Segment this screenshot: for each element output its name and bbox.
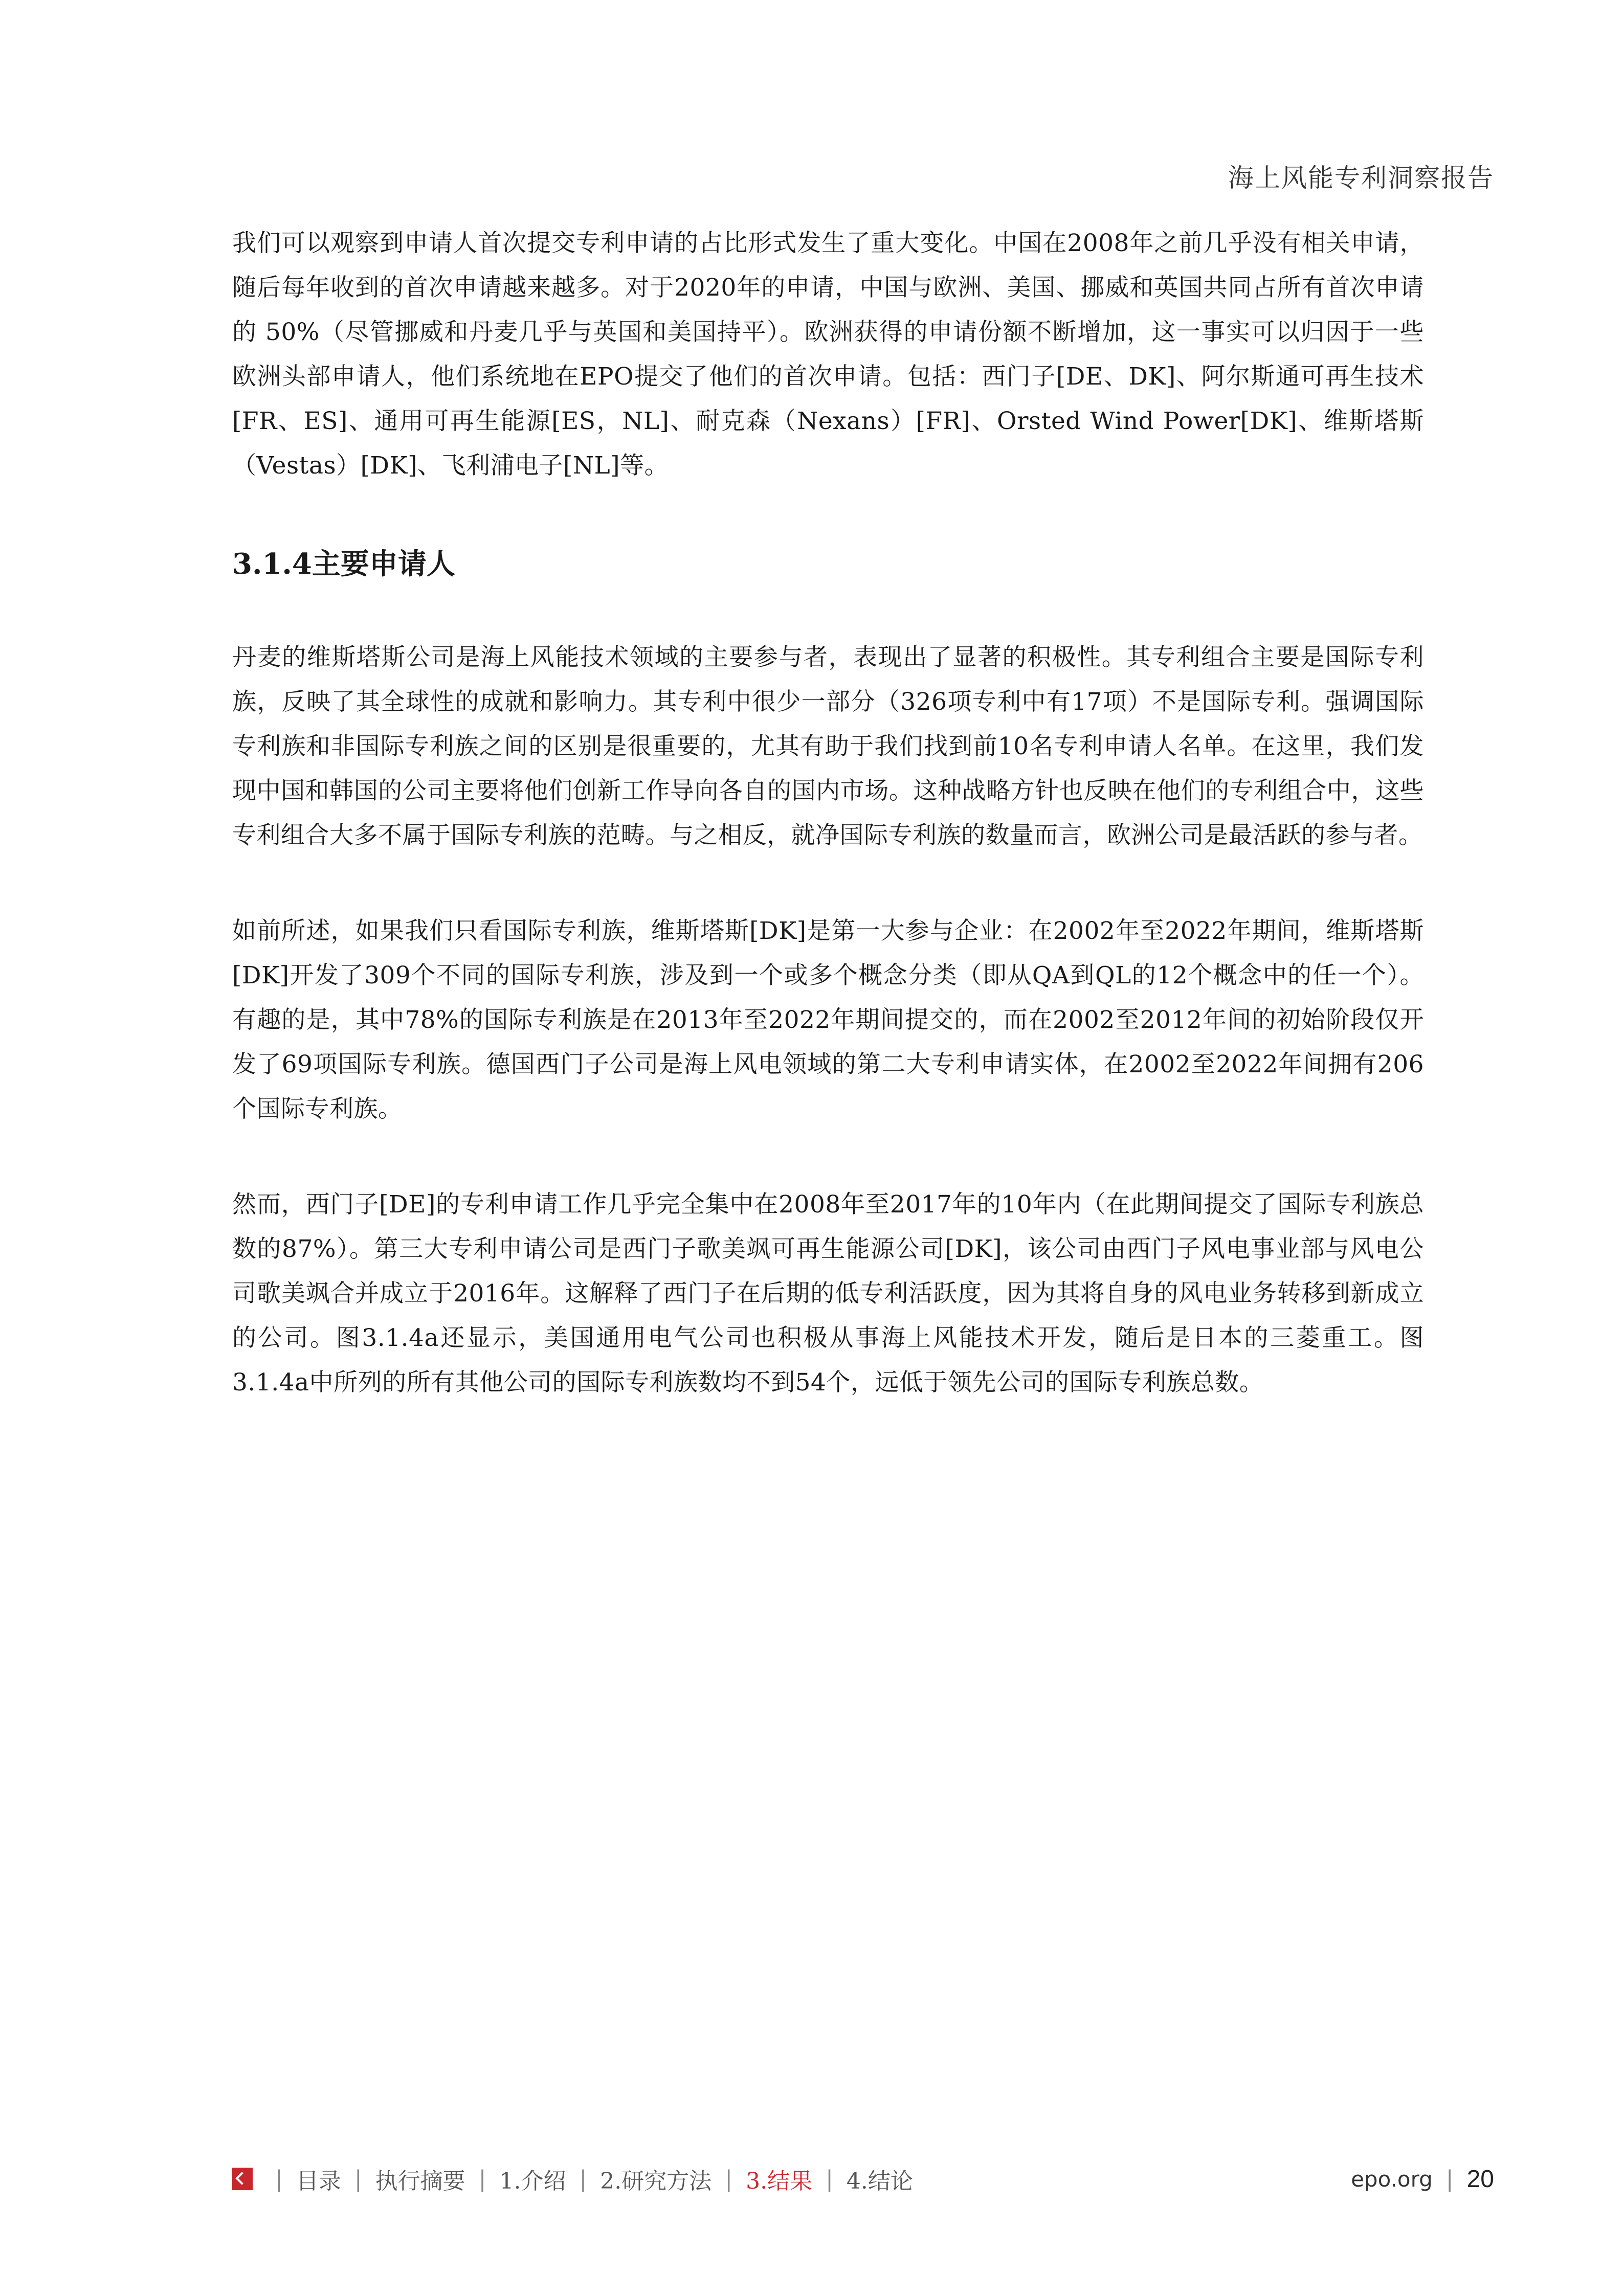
nav-separator: | xyxy=(275,2166,283,2192)
page-footer xyxy=(232,2161,1494,2197)
section-heading: 3.1.4主要申请人 xyxy=(232,547,455,581)
paragraph-vestas: 丹麦的维斯塔斯公司是海上风能技术领域的主要参与者，表现出了显著的积极性。其专利组合主要是国际专利族，反映了其全球性的成就和影响力。其专利中很少一部分（326项专利中有17项）不是国际专利。强调国际专利族和非国际专利族之间的区别是很重要的，尤其有助于我们找到前10名专利申请人名单。在这里，我们发现中国和韩国的公司主要将他们创新工作导向各自的国内市场。这种战略方针也反映在他们的专利组合中，这些专利组合大多不属于国际专利族的范畴。与之相反，就净国际专利族的数量而言，欧洲公司是最活跃的参与者。 xyxy=(232,643,1424,849)
site-link[interactable]: epo.org xyxy=(1351,2166,1433,2192)
footer-nav xyxy=(232,2161,913,2197)
nav-link-introduction[interactable]: 1.介绍 xyxy=(499,2168,566,2194)
nav-separator: | xyxy=(478,2166,486,2192)
page-content xyxy=(232,221,1424,1405)
nav-link-results[interactable]: 3.结果 xyxy=(746,2168,813,2194)
nav-separator: | xyxy=(579,2166,587,2192)
nav-link-methodology[interactable]: 2.研究方法 xyxy=(600,2168,712,2194)
nav-link-executive-summary[interactable]: 执行摘要 xyxy=(375,2168,465,2194)
paragraph-siemens: 然而，西门子[DE]的专利申请工作几乎完全集中在2008年至2017年的10年内（在此期间提交了国际专利族总数的87%）。第三大专利申请公司是西门子歌美飒可再生能源公司[DK]，该公司由西门子风电事业部与风电公司歌美飒合并成立于2016年。这解释了西门子在后期的低专利活跃度，因为其将自身的风电业务转移到新成立的公司。图3.1.4a还显示，美国通用电气公司也积极从事海上风能技术开发，随后是日本的三菱重工。图3.1.4a中所列的所有其他公司的国际专利族数均不到54个，远低于领先公司的国际专利族总数。 xyxy=(232,1190,1424,1397)
nav-separator: | xyxy=(725,2166,733,2192)
running-header: 海上风能专利洞察报告 xyxy=(1228,163,1494,193)
nav-link-toc[interactable]: 目录 xyxy=(296,2168,341,2194)
paragraph-international-families: 如前所述，如果我们只看国际专利族，维斯塔斯[DK]是第一大参与企业：在2002年至2022年期间，维斯塔斯[DK]开发了309个不同的国际专利族，涉及到一个或多个概念分类（即从QA到QL的12个概念中的任一个）。有趣的是，其中78%的国际专利族是在2013年至2022年期间提交的，而在2002至2012年间的初始阶段仅开发了69项国际专利族。德国西门子公司是海上风电领域的第二大专利申请实体，在2002至2022年间拥有206个国际专利族。 xyxy=(232,917,1424,1123)
nav-link-conclusion[interactable]: 4.结论 xyxy=(846,2168,913,2194)
back-arrow-icon[interactable] xyxy=(232,2168,253,2190)
page-number: 20 xyxy=(1466,2165,1494,2193)
footer-meta xyxy=(1351,2161,1494,2197)
nav-separator: | xyxy=(826,2166,833,2192)
nav-separator: | xyxy=(354,2166,362,2192)
footer-separator: | xyxy=(1445,2166,1454,2192)
paragraph-first-filings: 我们可以观察到申请人首次提交专利申请的占比形式发生了重大变化。中国在2008年之前几乎没有相关申请，随后每年收到的首次申请越来越多。对于2020年的申请，中国与欧洲、美国、挪威和英国共同占所有首次申请的 50%（尽管挪威和丹麦几乎与英国和美国持平）。欧洲获得的申请份额不断增加，这一事实可以归因于一些欧洲头部申请人，他们系统地在EPO提交了他们的首次申请。包括：西门子[DE、DK]、阿尔斯通可再生技术[FR、ES]、通用可再生能源[ES，NL]、耐克森（Nexans）[FR]、Orsted Wind Power[DK]、维斯塔斯（Vestas）[DK]、飞利浦电子[NL]等。 xyxy=(232,229,1424,480)
